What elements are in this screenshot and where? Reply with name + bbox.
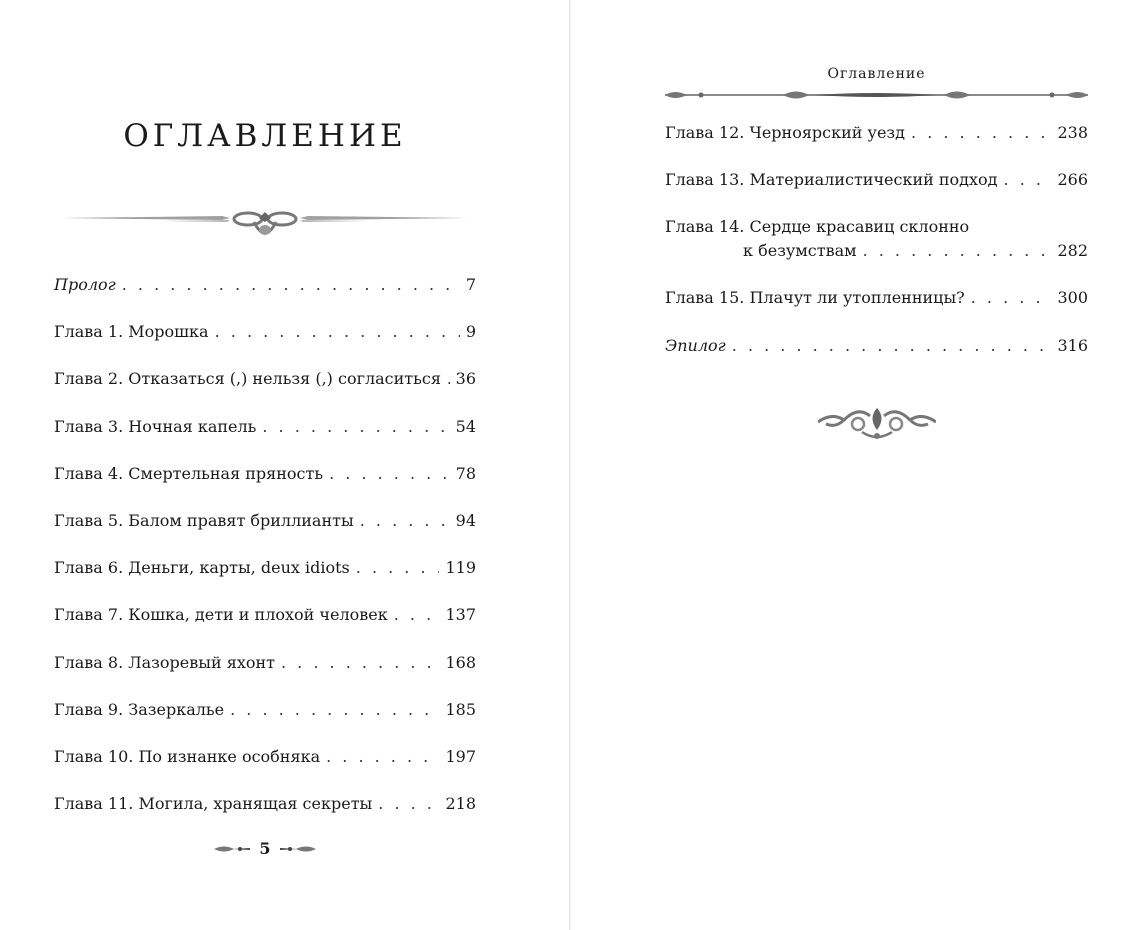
toc-entry-chapter-2[interactable] [54,368,476,415]
toc-entry-label: Глава 8. Лазоревый яхонт [54,652,275,672]
toc-entry-page: 54 [455,416,476,436]
toc-entry-label: Пролог [54,275,116,294]
dot-leader [360,510,450,532]
toc-entry-page: 238 [1057,123,1088,142]
toc-entry-label: Глава 7. Кошка, дети и плохой человек [54,605,388,625]
toc-entry-page: 36 [455,369,476,389]
page-number [214,837,316,863]
dot-leader [326,746,439,768]
toc-entry-chapter-15[interactable] [665,287,1088,334]
toc-entry-page: 218 [445,794,476,814]
toc-entry-chapter-6[interactable] [54,557,476,604]
toc-entry-label: Глава 15. Плачут ли утопленницы? [665,288,965,308]
dot-leader [1004,169,1052,191]
toc-entry-label: Глава 13. Материалистический подход [665,170,998,190]
toc-entry-label: Эпилог [665,335,726,355]
dot-leader [230,699,439,721]
dot-leader [356,557,440,579]
toc-entry-chapter-5[interactable] [54,510,476,557]
toc-entry-chapter-11[interactable] [54,793,476,840]
toc-entry-page: 266 [1057,170,1088,190]
toc-list-right [665,122,1088,382]
dot-leader [447,368,450,390]
dot-leader [262,416,449,438]
toc-list-left [54,274,476,840]
toc-entry-page: 94 [455,510,476,530]
toc-entry-label: Глава 2. Отказаться (,) нельзя (,) согласиться [54,369,441,389]
toc-entry-chapter-8[interactable] [54,652,476,699]
toc-entry-page: 282 [1057,241,1088,261]
dot-leader [329,463,450,485]
folio-right-ornament-icon [280,843,316,855]
dot-leader [732,335,1052,357]
toc-entry-chapter-10[interactable] [54,746,476,793]
page-number-value: 5 [259,839,271,858]
page-title: ОГЛАВЛЕНИЕ [123,118,407,154]
toc-entry-chapter-14[interactable] [665,216,1088,287]
toc-entry-label: Глава 11. Могила, хранящая секреты [54,794,373,814]
toc-entry-page: 168 [445,652,476,672]
toc-entry-label: Глава 9. Зазеркалье [54,699,225,719]
toc-entry-chapter-7[interactable] [54,604,476,651]
toc-entry-page: 78 [455,463,476,483]
dot-leader [215,321,460,343]
toc-entry-label: Глава 6. Деньги, карты, deux idiots [54,558,350,578]
dot-leader [378,793,439,815]
dot-leader [394,604,440,626]
title-flourish-ornament [62,208,468,244]
toc-entry-chapter-9[interactable] [54,699,476,746]
dot-leader [863,240,1052,262]
toc-entry-page: 300 [1057,288,1088,308]
toc-entry-page: 137 [445,605,476,625]
toc-entry-label: Глава 5. Балом правят бриллианты [54,510,354,530]
toc-entry-chapter-3[interactable] [54,416,476,463]
toc-entry-label: Глава 4. Смертельная пряность [54,463,324,483]
toc-entry-page: 7 [465,275,476,294]
toc-entry-page: 119 [445,558,476,578]
toc-entry-label: Глава 14. Сердце красавиц склонно [665,217,970,237]
dot-leader [971,287,1052,309]
toc-entry-page: 185 [445,699,476,719]
left-page [0,0,570,930]
toc-entry-label: Глава 10. По изнанке особняка [54,746,321,766]
toc-entry-label: Глава 1. Морошка [54,322,209,342]
dot-leader [122,274,460,296]
running-head-rule-ornament [665,88,1088,102]
toc-entry-label: Глава 3. Ночная капель [54,416,257,436]
toc-entry-chapter-1[interactable] [54,321,476,368]
toc-entry-label: Глава 12. Черноярский уезд [665,123,906,142]
toc-entry-chapter-4[interactable] [54,463,476,510]
toc-entry-label-continued: к безумствам [743,241,857,261]
end-flourish-ornament [818,402,936,442]
toc-entry-continuation [665,240,1088,262]
toc-entry-page: 9 [465,322,476,342]
toc-entry-chapter-13[interactable] [665,169,1088,216]
toc-entry-chapter-12[interactable] [665,122,1088,169]
toc-entry-epilogue[interactable] [665,335,1088,382]
dot-leader [911,122,1051,144]
toc-entry-page: 197 [445,746,476,766]
toc-entry-prologue[interactable] [54,274,476,321]
running-head: Оглавление [827,66,926,82]
dot-leader [281,652,439,674]
toc-entry-page: 316 [1057,335,1088,355]
